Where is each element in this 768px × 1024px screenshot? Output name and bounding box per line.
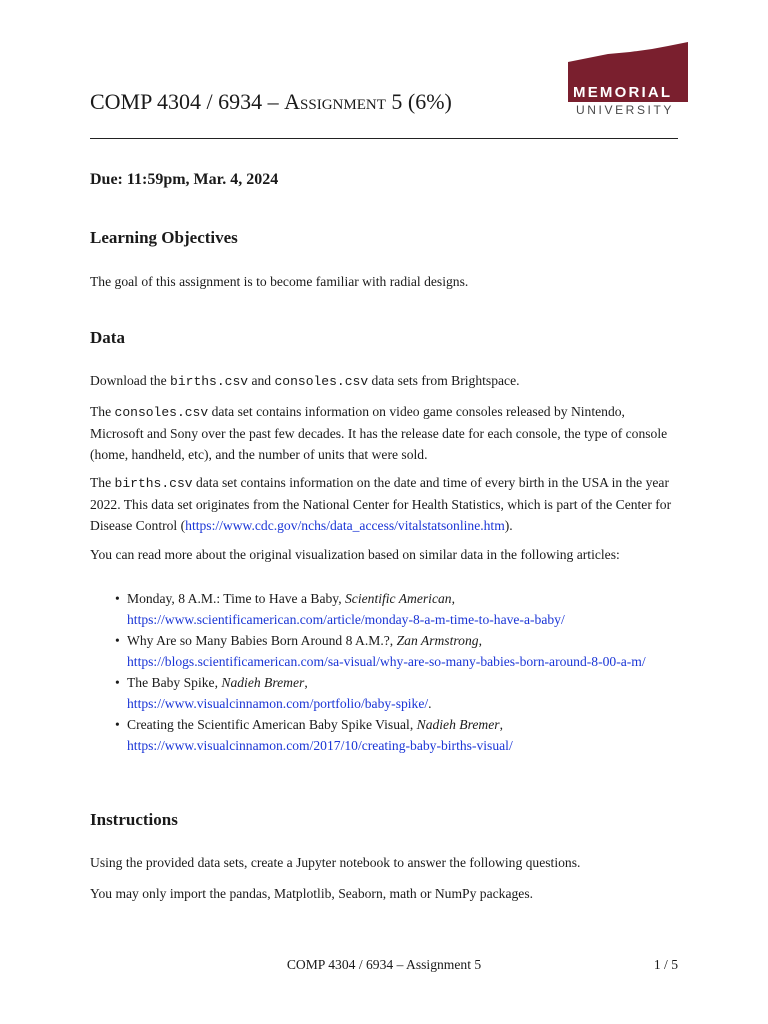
consoles-filename: consoles.csv xyxy=(114,405,209,420)
text-run: ). xyxy=(504,518,513,533)
bullet-icon: • xyxy=(115,591,120,606)
logo-memorial-text: MEMORIAL xyxy=(573,84,673,101)
title-small-caps: Assignment xyxy=(284,89,386,114)
document-title xyxy=(90,88,452,116)
instructions-heading: Instructions xyxy=(90,810,178,829)
data-paragraph-download xyxy=(90,370,680,392)
cdc-link[interactable]: https://www.cdc.gov/nchs/data_access/vitalstatsonline.htm xyxy=(185,518,505,533)
data-paragraph-consoles xyxy=(90,401,680,465)
article-link[interactable]: https://www.visualcinnamon.com/portfolio/baby-spike/ xyxy=(127,696,429,711)
list-item xyxy=(90,714,690,756)
text-run: , xyxy=(451,591,455,606)
births-filename: births.csv xyxy=(114,476,193,491)
text-run: , xyxy=(304,675,308,690)
text-run: data set contains information on the date and time of every birth in the USA in the year 2022. This data set originates from the National Center for Health Statistics, which is part of the Center for Disease Control ( xyxy=(90,475,672,533)
learning-objectives-heading: Learning Objectives xyxy=(90,228,238,247)
births-filename: births.csv xyxy=(170,374,249,389)
article-link[interactable]: https://www.visualcinnamon.com/2017/10/creating-baby-births-visual/ xyxy=(127,738,513,753)
instructions-paragraph-packages: You may only import the pandas, Matplotlib, Seaborn, math or NumPy packages. xyxy=(90,886,534,901)
article-title: Creating the Scientific American Baby Spike Visual, xyxy=(127,717,417,732)
text-run: The xyxy=(90,404,115,419)
due-date: Due: 11:59pm, Mar. 4, 2024 xyxy=(90,171,279,188)
footer-title: COMP 4304 / 6934 – Assignment 5 xyxy=(286,957,482,972)
bullet-icon: • xyxy=(115,675,120,690)
article-author: Zan Armstrong xyxy=(396,633,479,648)
data-heading: Data xyxy=(90,328,125,347)
data-paragraph-articles: You can read more about the original visualization based on similar data in the following articles: xyxy=(90,547,620,562)
text-run: . xyxy=(428,696,432,711)
article-title: Why Are so Many Babies Born Around 8 A.M.?, xyxy=(127,633,397,648)
page-number: 1 / 5 xyxy=(653,957,678,972)
bullet-icon: • xyxy=(115,633,120,648)
data-paragraph-births xyxy=(90,472,680,536)
consoles-filename: consoles.csv xyxy=(274,374,369,389)
memorial-university-logo xyxy=(568,42,688,120)
logo-university-text: UNIVERSITY xyxy=(576,103,675,117)
text-run: and xyxy=(248,373,275,388)
list-item xyxy=(90,630,690,672)
title-suffix: 5 (6%) xyxy=(385,89,452,114)
title-prefix: COMP 4304 / 6934 – xyxy=(90,89,285,114)
article-title: The Baby Spike, xyxy=(127,675,222,690)
text-run: , xyxy=(499,717,503,732)
text-run: The xyxy=(90,475,115,490)
instructions-paragraph-notebook: Using the provided data sets, create a Jupyter notebook to answer the following questions. xyxy=(90,855,581,870)
article-author: Scientific American xyxy=(345,591,452,606)
text-run: Download the xyxy=(90,373,171,388)
bullet-icon: • xyxy=(115,717,120,732)
text-run: data sets from Brightspace. xyxy=(368,373,520,388)
article-list xyxy=(90,588,690,756)
header-rule xyxy=(90,138,678,139)
article-author: Nadieh Bremer xyxy=(221,675,305,690)
article-author: Nadieh Bremer xyxy=(416,717,500,732)
text-run: data set contains information on video game consoles released by Nintendo, Microsoft and Sony over the past few decades. It has the release date for each console, the type of console (home, handheld, etc), and the number of units that were sold. xyxy=(90,404,668,462)
list-item xyxy=(90,672,690,714)
learning-objectives-text: The goal of this assignment is to become familiar with radial designs. xyxy=(90,274,469,289)
article-link[interactable]: https://www.scientificamerican.com/article/monday-8-a-m-time-to-have-a-baby/ xyxy=(127,612,565,627)
article-title: Monday, 8 A.M.: Time to Have a Baby, xyxy=(127,591,345,606)
list-item xyxy=(90,588,690,630)
text-run: , xyxy=(478,633,482,648)
article-link[interactable]: https://blogs.scientificamerican.com/sa-visual/why-are-so-many-babies-born-around-8-00-a-m/ xyxy=(127,654,646,669)
